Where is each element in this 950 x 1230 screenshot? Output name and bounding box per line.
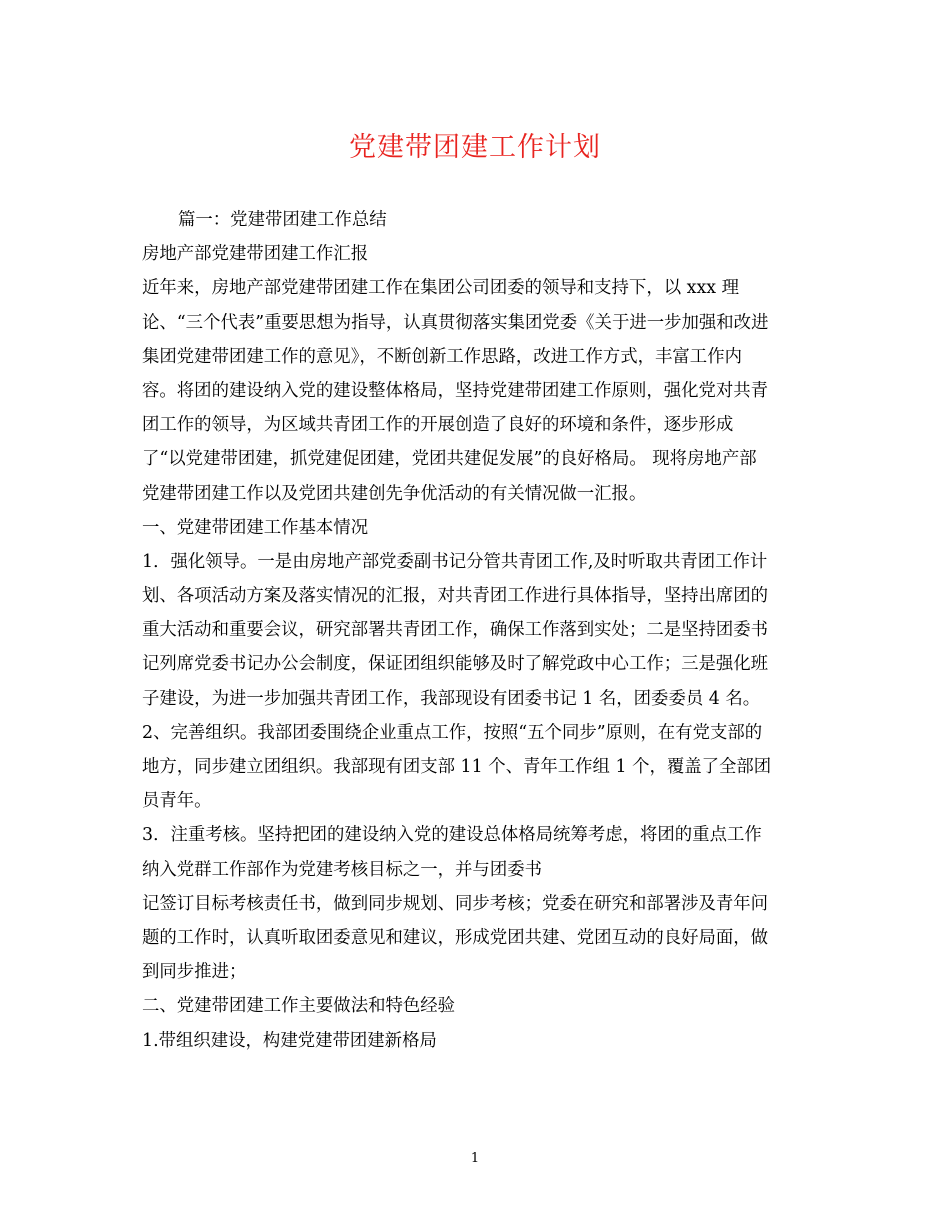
paragraph-line: 记签订目标考核责任书，做到同步规划、同步考核；党委在研究和部署涉及青年问 — [142, 893, 769, 914]
paragraph-line: 近年来，房地产部党建带团建工作在集团公司团委的领导和支持下，以 xxx 理 — [142, 278, 739, 299]
paragraph-line: 党建带团建工作以及党团共建创先争优活动的有关情况做一汇报。 — [142, 483, 647, 504]
paragraph-line: 记列席党委书记办公会制度，保证团组织能够及时了解党政中心工作；三是强化班 — [142, 654, 769, 675]
paragraph-line: 团工作的领导，为区域共青团工作的开展创造了良好的环境和条件，逐步形成 — [142, 415, 734, 436]
paragraph-line: 容。将团的建设纳入党的建设整体格局，坚持党建带团建工作原则，强化党对共青 — [142, 380, 769, 401]
paragraph-line: 房地产部党建带团建工作汇报 — [142, 244, 369, 265]
paragraph-line: 论、“三个代表”重要思想为指导，认真贯彻落实集团党委《关于进一步加强和改进 — [142, 312, 769, 333]
paragraph-line: 地方，同步建立团组织。我部现有团支部 11 个、青年工作组 1 个，覆盖了全部团 — [142, 757, 772, 777]
paragraph-line: 1．强化领导。一是由房地产部党委副书记分管共青团工作,及时听取共青团工作计 — [142, 551, 768, 572]
paragraph-line: 二、党建带团建工作主要做法和特色经验 — [142, 996, 456, 1017]
paragraph-line: 子建设，为进一步加强共青团工作，我部现设有团委书记 1 名，团委委员 4 名。 — [142, 688, 761, 709]
paragraph-line: 一、党建带团建工作基本情况 — [142, 517, 369, 538]
paragraph-line: 重大活动和重要会议，研究部署共青团工作，确保工作落到实处；二是坚持团委书 — [142, 620, 769, 641]
paragraph-line: 了“以党建带团建，抓党建促团建，党团共建促发展”的良好格局。 现将房地产部 — [142, 449, 757, 470]
paragraph-line: 划、各项活动方案及落实情况的汇报，对共青团工作进行具体指导，坚持出席团的 — [142, 586, 769, 607]
paragraph-line: 员青年。 — [142, 791, 212, 812]
page-number: 1 — [470, 1151, 480, 1166]
paragraph-line: 1.带组织建设，构建党建带团建新格局 — [142, 1030, 437, 1051]
paragraph-line: 集团党建带团建工作的意见》，不断创新工作思路，改进工作方式，丰富工作内 — [142, 346, 742, 367]
paragraph-line: 纳入党群工作部作为党建考核目标之一，并与团委书 — [142, 859, 542, 880]
paragraph-line: 题的工作时，认真听取团委意见和建议，形成党团共建、党团互动的良好局面，做 — [142, 927, 769, 948]
page-title: 党建带团建工作计划 — [349, 132, 601, 163]
paragraph-line: 到同步推进； — [142, 962, 247, 983]
paragraph-line: 2、完善组织。我部团委围绕企业重点工作，按照“五个同步”原则，在有党支部的 — [142, 722, 763, 743]
document-body — [142, 203, 814, 1058]
paragraph-line: 3．注重考核。坚持把团的建设纳入党的建设总体格局统筹考虑，将团的重点工作 — [142, 825, 762, 846]
section-heading-line: 篇一：党建带团建工作总结 — [178, 210, 387, 230]
